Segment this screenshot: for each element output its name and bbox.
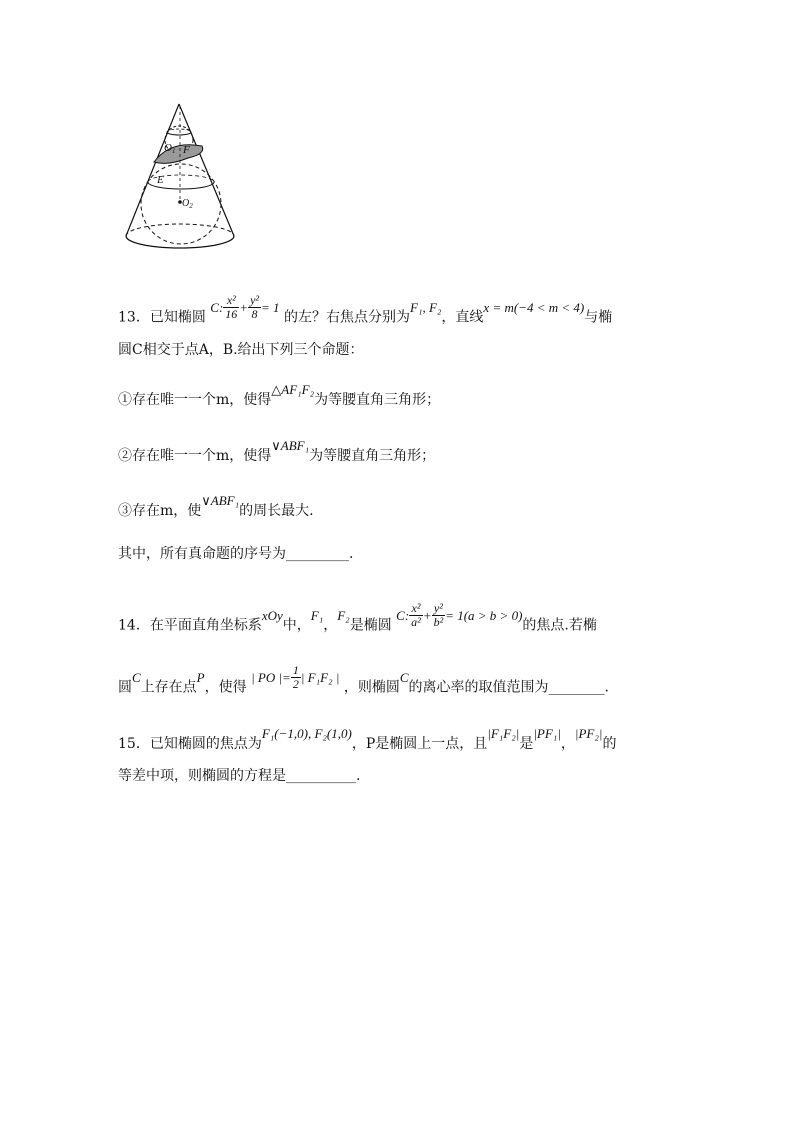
cone-base-front [126, 236, 234, 248]
q13-with: 与椭 [584, 309, 613, 326]
q13-plus: + [239, 299, 249, 315]
cone-left-edge [126, 104, 179, 236]
q13-item2: ②存在唯一一个m，使得∨ABF₁为等腰直角三角形； [118, 438, 436, 464]
q14-xoy: xOy [261, 607, 283, 623]
q13-item1: ①存在唯一一个m，使得△AF₁F₂为等腰直角三角形； [118, 382, 441, 408]
q13-eq: = 1 [261, 299, 280, 315]
q13-curve: C: [210, 299, 224, 315]
q13-line-eq: x = m(−4 < m < 4) [483, 299, 585, 315]
q14-frac-y: $\frac{\text{y²}}{\text{b²}}$ [433, 601, 444, 629]
q14-f1: F₁ [310, 607, 324, 623]
q15-line2: 等差中项，则椭圆的方程是__________. [118, 768, 361, 784]
cone-sphere-figure [110, 96, 270, 256]
large-sphere [141, 164, 221, 244]
q13-frac-y: $\frac{\text{y²}}{8}$ [250, 293, 260, 321]
q13-item3-math: ∨ABF₁ [201, 493, 240, 508]
q14-f1f2: | F₁F₂ | [300, 669, 340, 685]
q13-frac-x: $\frac{\text{x²}}{16}$ [225, 293, 238, 321]
label-e: E [157, 174, 164, 186]
q14-curve: C: [396, 607, 410, 623]
q13-after-eq: 的左？右焦点分别为 [284, 309, 410, 326]
q13-comma-line: ，直线 [441, 309, 484, 326]
q13-line1 [118, 293, 613, 331]
label-o2: $O_2$ [182, 198, 193, 210]
cone-base-back [126, 224, 234, 236]
label-f: F [183, 144, 190, 156]
q13-line2: 圆C相交于点A，B.给出下列三个命题： [118, 342, 364, 358]
q14-po: | PO |= [251, 669, 291, 685]
q13-item1-math: △AF₁F₂ [271, 382, 315, 397]
q13-item2-math: ∨ABF₁ [271, 438, 310, 453]
q13-number: 13． [118, 309, 150, 326]
q13-item3: ③存在m，使∨ABF₁的周长最大. [118, 493, 314, 519]
q15-line1: 15．已知椭圆的焦点为F₁(−1,0), F₂(1,0)，P是椭圆上一点，且|F₁F₂|是|PF₁|，|PF₂|的 [118, 726, 617, 752]
label-o1: O1 [164, 142, 176, 155]
cone-right-edge [179, 104, 234, 236]
q14-line1: 14．在平面直角坐标系xOy中，F₁，F₂是椭圆 C: $\frac{\text{x²}}{\text{a²}}$ + $\frac{\text{y²}}{\text{b²}}$ = 1(a > b > 0)的焦点.若椭 [118, 601, 597, 634]
q14-eq: = 1(a > b > 0) [445, 607, 523, 623]
q15-f1f2: |F₁F₂| [487, 726, 520, 741]
q13-intro: 已知椭圆 [149, 309, 206, 326]
q15-pf2: |PF₂| [574, 726, 603, 741]
q13-ask: 其中，所有真命题的序号为_________. [118, 546, 354, 562]
q13-foci: F₁, F₂ [410, 299, 442, 315]
q14-line2: 圆C上存在点P，使得 | PO |= $\frac{1}{2}$ | F₁F₂ | ，则椭圆C的离心率的取值范围为________. [118, 663, 609, 696]
q15-pf1: |PF₁| [533, 726, 561, 741]
q15-foci: F₁(−1,0), F₂(1,0) [261, 726, 352, 741]
q14-f2: F₂ [337, 607, 350, 623]
q14-half: $\frac{1}{2}$ [292, 663, 299, 691]
q14-frac-x: $\frac{\text{x²}}{\text{a²}}$ [411, 601, 421, 629]
upper-tangent-circle [167, 132, 191, 135]
